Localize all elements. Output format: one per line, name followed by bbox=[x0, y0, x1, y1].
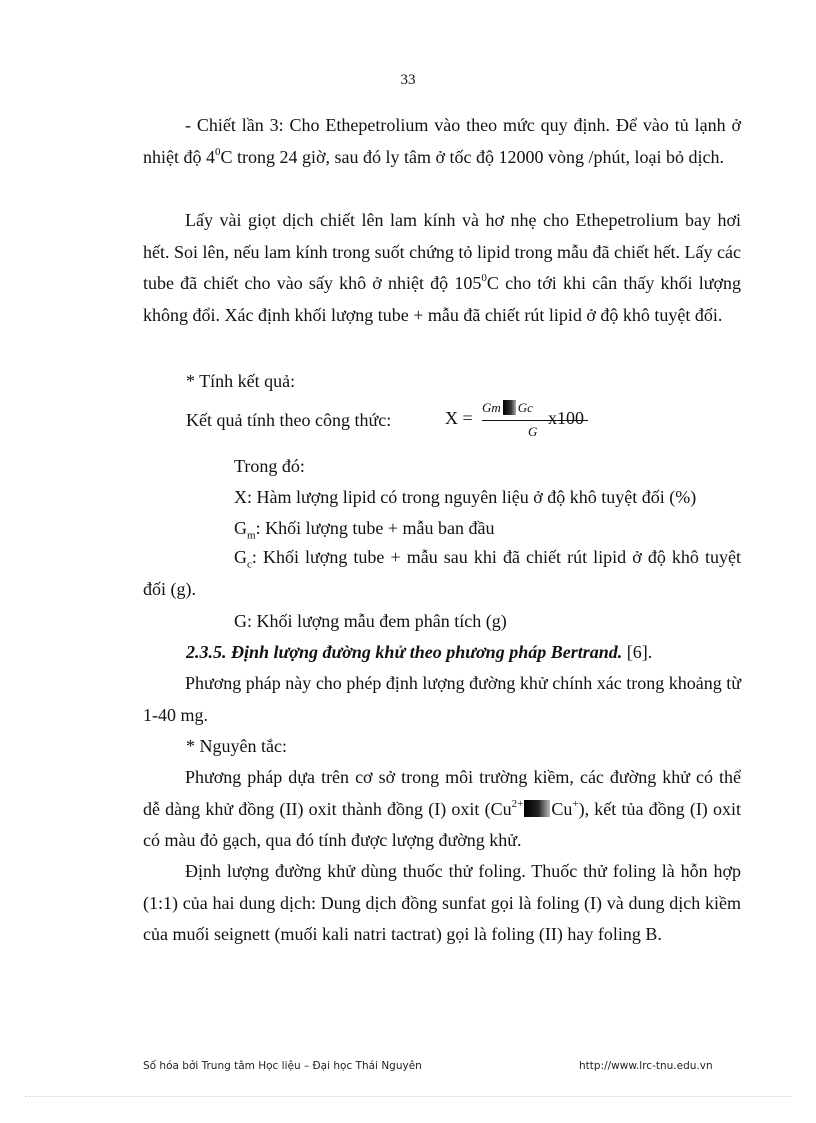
formula-gc: Gc bbox=[517, 400, 533, 415]
formula-denominator: G bbox=[528, 424, 538, 439]
paragraph-foling: Định lượng đường khử dùng thuốc thử foling. Thuốc thử foling là hỗn hợp (1:1) của hai dung dịch: Dung dịch đồng sunfat gọi là foling (I) và dung dịch kiềm của muối seignett (muối kali natri tactrat) gọi là foling (II) hay foling B. bbox=[143, 861, 741, 944]
principle-heading: * Nguyên tắc: bbox=[186, 736, 287, 756]
formula-lhs: X = bbox=[445, 408, 473, 428]
definition-x: X: Hàm lượng lipid có trong nguyên liệu ở độ khô tuyệt đối (%) bbox=[234, 487, 697, 507]
footer-source: Số hóa bởi Trung tâm Học liệu – Đại học Thái Nguyên bbox=[143, 1060, 422, 1072]
minus-symbol-icon bbox=[503, 400, 516, 415]
definition-gc: $G_c$: Khối lượng tube + mẫu sau khi đã chiết rút lipid ở độ khô tuyệt đối (g). bbox=[143, 547, 741, 599]
degree-sup: 0 bbox=[481, 272, 487, 284]
page-number: 33 bbox=[400, 72, 416, 88]
p1-text-a: - Chiết lần 3: Cho Ethepetrolium vào theo mức quy định. Để vào tủ lạnh ở nhiệt độ 4 bbox=[143, 115, 741, 167]
p2-text-a: Lấy vài giọt dịch chiết lên lam kính và hơ nhẹ cho Ethepetrolium bay hơi hết. Soi lên, nếu lam kính trong suốt chứng tỏ lipid trong mẫu đã chiết hết. Lấy các tube đã chiết cho vào sấy khô ở nhiệt độ 105 bbox=[143, 210, 741, 293]
paragraph-extraction-3 bbox=[143, 110, 741, 173]
footer-divider bbox=[25, 1096, 791, 1097]
p1-text-b: C trong 24 giờ, sau đó ly tâm ở tốc độ 12000 vòng /phút, loại bỏ dịch. bbox=[220, 146, 724, 167]
definition-g: G: Khối lượng mẫu đem phân tích (g) bbox=[234, 611, 507, 631]
degree-sup: 0 bbox=[215, 145, 221, 158]
paragraph-drying bbox=[143, 205, 741, 331]
section-title: 2.3.5. Định lượng đường khử theo phương pháp Bertrand. bbox=[186, 642, 623, 662]
footer-url[interactable]: http://www.lrc-tnu.edu.vn bbox=[579, 1060, 713, 1072]
where-label: Trong đó: bbox=[234, 456, 305, 476]
paragraph-range: Phương pháp này cho phép định lượng đường khử chính xác trong khoảng từ 1-40 mg. bbox=[143, 673, 741, 725]
calc-heading: * Tính kết quả: bbox=[186, 371, 296, 391]
formula-multiplier: x100 bbox=[548, 408, 584, 428]
formula bbox=[445, 398, 645, 448]
section-reference: [6]. bbox=[626, 642, 653, 662]
formula-numerator bbox=[482, 400, 533, 416]
paragraph-principle: Phương pháp dựa trên cơ sở trong môi trường kiềm, các đường khử có thể dễ dàng khử đồng (II) oxit thành đồng (I) oxit ($Cu^{2+}$ Cu+), kết tủa đồng (I) oxit có màu đỏ gạch, qua đó tính được lượng đường khử. bbox=[143, 767, 742, 850]
section-heading bbox=[186, 640, 652, 664]
arrow-symbol-icon bbox=[524, 800, 550, 817]
formula-gm: Gm bbox=[482, 400, 501, 415]
formula-label: Kết quả tính theo công thức: bbox=[186, 410, 392, 430]
definition-gm: $G_m$: Khối lượng tube + mẫu ban đầu bbox=[234, 518, 495, 542]
p2-text-b: C cho tới khi cân thấy khối lượng không đổi. Xác định khối lượng tube + mẫu đã chiết rút lipid ở độ khô tuyệt đối. bbox=[143, 273, 741, 325]
